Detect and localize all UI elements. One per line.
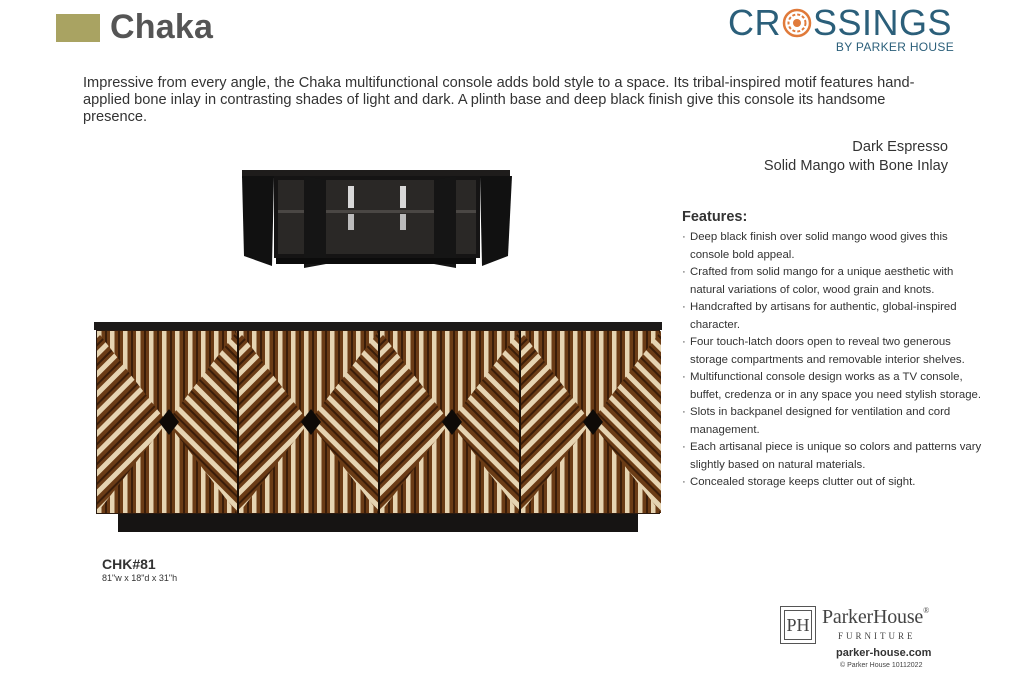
finish-material: Solid Mango with Bone Inlay [763,158,948,174]
console-closed-photo [90,318,666,538]
ph-monogram-icon: PH [780,606,816,644]
features-list [682,229,982,492]
title-accent-swatch [56,14,100,42]
feature-item: · Crafted from solid mango for a unique aesthetic with natural variations of color, wood grain and knots. [682,264,982,299]
brand-wordmark-end: SSINGS [813,2,953,43]
feature-item: · Each artisanal piece is unique so colors and patterns vary slightly based on natural materials. [682,439,982,474]
feature-item: · Handcrafted by artisans for authentic, global-inspired character. [682,299,982,334]
product-sku: CHK#81 [102,556,156,572]
brand-wordmark [728,2,952,44]
brand-tagline: BY PARKER HOUSE [835,40,954,54]
feature-item: · Concealed storage keeps clutter out of sight. [682,474,982,492]
finish-color: Dark Espresso [852,139,948,155]
finish-info [764,138,948,176]
features-heading: Features: [682,209,748,225]
feature-item: · Slots in backpanel designed for ventilation and cord management. [682,404,982,439]
feature-item: · Multifunctional console design works as a TV console, buffet, credenza or in any space you need stylish storage. [682,369,982,404]
intro-paragraph: Impressive from every angle, the Chaka multifunctional console adds bold style to a space. Its tribal-inspired motif features hand-applied bone inlay in contrasting shades of light and dark. A plinth base and deep black finish give this console its handsome presence. [83,75,915,125]
crossings-brand-logo [728,2,958,56]
parker-house-logo [780,606,960,646]
page-title: Chaka [110,8,214,46]
registered-mark: ® [923,606,929,615]
feature-item: · Deep black finish over solid mango wood gives this console bold appeal. [682,229,982,264]
website-link[interactable]: parker-house.com [836,647,932,659]
feature-item: · Four touch-latch doors open to reveal two generous storage compartments and removable interior shelves. [682,334,982,369]
maker-name-text: ParkerHouse [822,606,924,628]
brand-wordmark-start: CR [728,2,781,43]
copyright-notice: © Parker House 10112022 [840,662,923,669]
product-dimensions: 81"w x 18"d x 31"h [102,573,178,583]
maker-name [822,606,929,629]
features-section [682,209,982,492]
maker-subtitle: FURNITURE [838,631,916,641]
console-open-photo [236,166,516,272]
medallion-icon [782,8,812,38]
